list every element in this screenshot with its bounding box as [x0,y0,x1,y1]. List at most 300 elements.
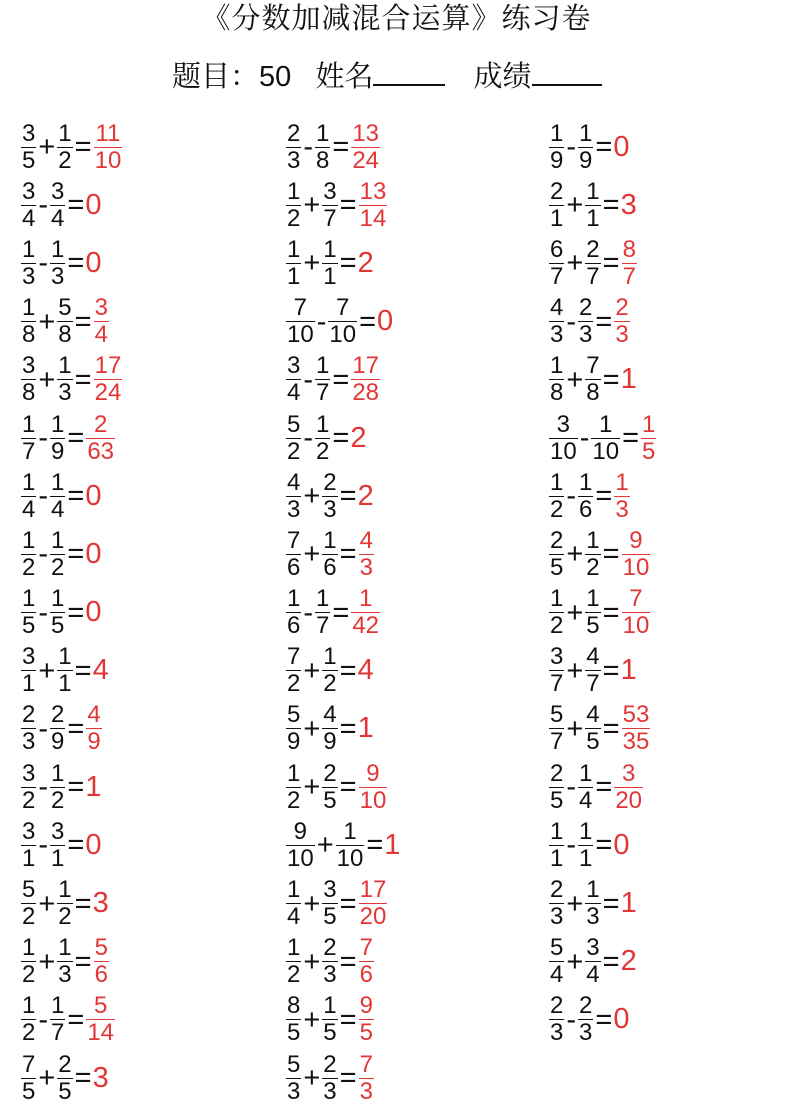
denominator: 2 [323,670,337,698]
problem-row [285,1049,400,1107]
denominator: 2 [287,204,301,232]
operator-sign: - [566,771,577,804]
fraction-operand-1 [286,1052,301,1105]
equals-sign: = [332,596,350,629]
numerator: 2 [550,177,564,205]
equals-sign: = [74,654,92,687]
problem-row [285,234,400,292]
numerator: 1 [599,410,613,438]
operator-sign: + [303,712,321,745]
operator-sign: + [566,363,584,396]
operator-sign: + [303,771,321,804]
operator-sign: + [303,887,321,920]
denominator: 24 [352,146,380,174]
operator-sign: - [38,829,49,862]
operator-sign: + [303,1003,321,1036]
problem-row [20,293,123,351]
numerator: 4 [586,701,600,729]
problem-row [285,758,400,816]
equals-sign: = [339,945,357,978]
denominator: 5 [550,786,564,814]
problem-row [285,351,400,409]
problem-row [285,700,400,758]
denominator: 6 [579,495,593,523]
fraction-operand-2 [585,353,600,406]
problem-row [285,642,400,700]
numerator: 9 [366,759,380,787]
denominator: 24 [94,379,122,407]
numerator: 7 [586,352,600,380]
numerator: 9 [293,817,308,845]
denominator: 4 [586,961,600,989]
denominator: 10 [550,437,577,465]
answer-integer: 1 [620,887,637,920]
denominator: 1 [579,844,593,872]
problem-row [20,1049,123,1107]
answer-fraction [359,179,388,232]
operator-sign: + [38,1062,56,1095]
numerator: 3 [556,410,571,438]
numerator: 1 [287,177,301,205]
fraction-operand-2 [322,935,337,988]
answer-integer: 2 [357,479,374,512]
answer-integer: 1 [620,654,637,687]
fraction-operand-1 [549,877,564,930]
equals-sign: = [602,363,620,396]
answer-integer: 1 [620,363,637,396]
answer-integer: 0 [613,828,630,861]
equals-sign: = [67,1003,85,1036]
numerator: 7 [287,526,301,554]
name-blank[interactable] [373,56,445,86]
problem-row [548,933,657,991]
numerator: 1 [51,235,65,263]
numerator: 1 [550,119,564,147]
fraction-operand-2 [322,470,337,523]
denominator: 3 [579,321,593,349]
fraction-operand-1 [549,237,564,290]
fraction-operand-2 [322,702,337,755]
fraction-operand-1 [286,702,301,755]
denominator: 1 [550,844,564,872]
numerator: 3 [622,759,636,787]
equals-sign: = [332,422,350,455]
problem-row [548,234,657,292]
denominator: 35 [622,728,650,756]
numerator: 5 [287,410,301,438]
numerator: 4 [87,701,101,729]
operator-sign: + [303,538,321,571]
numerator: 3 [51,817,65,845]
fraction-operand-2 [578,470,593,523]
denominator: 5 [51,612,65,640]
problem-row [285,933,400,991]
equals-sign: = [339,887,357,920]
fraction-operand-2 [578,121,593,174]
denominator: 2 [316,437,330,465]
denominator: 5 [586,612,600,640]
equals-sign: = [67,712,85,745]
answer-integer: 2 [620,945,637,978]
equals-sign: = [359,305,377,338]
equals-sign: = [366,829,384,862]
denominator: 2 [287,437,301,465]
numerator: 1 [22,294,36,322]
fraction-operand-1 [21,470,36,523]
operator-sign: + [38,305,56,338]
answer-fraction [622,586,651,639]
numerator: 2 [323,468,337,496]
fraction-operand-2 [585,528,600,581]
operator-sign: + [566,945,584,978]
numerator: 2 [323,1050,337,1078]
denominator: 6 [94,961,108,989]
denominator: 10 [359,786,387,814]
numerator: 1 [323,643,337,671]
denominator: 3 [550,903,564,931]
problem-row [20,176,123,234]
problem-column-3 [548,118,657,1049]
denominator: 8 [58,321,72,349]
denominator: 2 [58,903,72,931]
fraction-operand-2 [322,761,337,814]
numerator: 1 [642,410,656,438]
denominator: 2 [22,786,36,814]
numerator: 7 [629,585,643,613]
fraction-operand-2 [585,935,600,988]
denominator: 3 [550,321,564,349]
numerator: 17 [359,876,387,904]
fraction-operand-2 [50,237,65,290]
fraction-operand-2 [322,237,337,290]
problem-row [285,874,400,932]
denominator: 9 [51,728,65,756]
problem-row [285,118,400,176]
numerator: 17 [352,352,380,380]
numerator: 1 [550,468,564,496]
denominator: 3 [615,321,629,349]
denominator: 4 [550,961,564,989]
operator-sign: - [38,480,49,513]
problem-row [20,234,123,292]
equals-sign: = [74,363,92,396]
denominator: 14 [359,204,387,232]
denominator: 63 [87,437,115,465]
fraction-operand-1 [286,412,301,465]
operator-sign: + [303,480,321,513]
answer-fraction [359,877,388,930]
numerator: 1 [579,119,593,147]
numerator: 1 [51,585,65,613]
numerator: 1 [22,992,36,1020]
numerator: 7 [359,1050,373,1078]
denominator: 1 [586,204,600,232]
answer-fraction [359,993,374,1046]
denominator: 2 [287,961,301,989]
denominator: 3 [287,146,301,174]
answer-fraction [94,935,109,988]
fraction-operand-2 [57,644,72,697]
answer-integer: 0 [85,188,102,221]
numerator: 3 [22,759,36,787]
problem-row [548,118,657,176]
fraction-operand-1 [21,412,36,465]
answer-fraction [86,702,101,755]
fraction-operand-2 [336,819,365,872]
equals-sign: = [339,538,357,571]
numerator: 1 [58,643,72,671]
numerator: 2 [323,934,337,962]
equals-sign: = [622,422,640,455]
denominator: 3 [323,961,337,989]
denominator: 9 [287,728,301,756]
fraction-operand-2 [591,412,620,465]
denominator: 9 [51,437,65,465]
denominator: 3 [58,961,72,989]
fraction-operand-2 [57,295,72,348]
operator-sign: - [38,422,49,455]
answer-integer: 0 [85,246,102,279]
fraction-operand-1 [286,935,301,988]
fraction-operand-1 [286,993,301,1046]
answer-fraction [351,353,380,406]
denominator: 8 [22,321,36,349]
denominator: 7 [22,437,36,465]
answer-fraction [614,761,643,814]
answer-integer: 0 [85,537,102,570]
denominator: 10 [329,321,357,349]
fraction-operand-2 [57,935,72,988]
fraction-operand-1 [21,179,36,232]
denominator: 6 [287,553,301,581]
operator-sign: + [566,596,584,629]
denominator: 5 [323,903,337,931]
numerator: 1 [22,410,36,438]
denominator: 3 [22,262,36,290]
numerator: 1 [579,759,593,787]
fraction-operand-2 [57,353,72,406]
numerator: 3 [287,352,301,380]
numerator: 1 [58,876,72,904]
fraction-operand-2 [585,644,600,697]
denominator: 8 [550,379,564,407]
operator-sign: + [38,887,56,920]
numerator: 2 [615,294,629,322]
operator-sign: + [38,654,56,687]
denominator: 10 [287,321,314,349]
answer-fraction [94,295,109,348]
operator-sign: + [566,712,584,745]
numerator: 2 [51,701,65,729]
denominator: 8 [586,379,600,407]
problem-row [285,816,400,874]
equals-sign: = [74,887,92,920]
denominator: 7 [550,262,564,290]
answer-fraction [359,528,374,581]
fraction-operand-1 [21,761,36,814]
fraction-operand-1 [286,819,315,872]
denominator: 1 [58,670,72,698]
numerator: 2 [550,526,564,554]
problem-row [548,642,657,700]
fraction-operand-1 [21,295,36,348]
fraction-operand-1 [549,179,564,232]
numerator: 5 [94,934,108,962]
answer-integer: 2 [350,421,367,454]
answer-fraction [641,412,656,465]
denominator: 6 [359,961,373,989]
denominator: 8 [22,379,36,407]
operator-sign: + [38,363,56,396]
fraction-operand-2 [322,1052,337,1105]
problem-row [285,409,400,467]
numerator: 2 [550,992,564,1020]
fraction-operand-2 [585,179,600,232]
fraction-operand-1 [549,702,564,755]
denominator: 7 [550,670,564,698]
operator-sign: + [566,247,584,280]
numerator: 1 [579,468,593,496]
numerator: 13 [359,177,387,205]
answer-integer: 2 [357,246,374,279]
numerator: 1 [579,817,593,845]
operator-sign: - [38,538,49,571]
problem-row [285,991,400,1049]
numerator: 7 [336,294,350,322]
equals-sign: = [595,1003,613,1036]
denominator: 1 [22,844,36,872]
fraction-operand-1 [286,121,301,174]
fraction-operand-1 [549,761,564,814]
operator-sign: - [38,189,49,222]
denominator: 7 [316,612,330,640]
fraction-operand-1 [286,586,301,639]
answer-integer: 0 [85,596,102,629]
operator-sign: - [303,422,314,455]
fraction-operand-1 [286,295,315,348]
equals-sign: = [339,247,357,280]
numerator: 5 [94,992,108,1020]
fraction-operand-1 [286,179,301,232]
fraction-operand-1 [549,353,564,406]
denominator: 3 [51,262,65,290]
fraction-operand-1 [549,470,564,523]
numerator: 11 [95,119,121,147]
fraction-operand-1 [21,353,36,406]
denominator: 4 [51,204,65,232]
numerator: 1 [22,934,36,962]
fraction-operand-1 [21,993,36,1046]
fraction-operand-1 [286,877,301,930]
denominator: 20 [359,903,387,931]
answer-integer: 1 [85,770,102,803]
fraction-operand-2 [50,470,65,523]
equals-sign: = [67,538,85,571]
equals-sign: = [67,480,85,513]
numerator: 1 [58,934,72,962]
answer-fraction [94,353,123,406]
score-blank[interactable] [532,56,602,86]
denominator: 4 [579,786,593,814]
fraction-operand-1 [21,121,36,174]
operator-sign: - [303,363,314,396]
equals-sign: = [602,712,620,745]
equals-sign: = [339,654,357,687]
denominator: 9 [323,728,337,756]
denominator: 3 [22,728,36,756]
fraction-operand-2 [315,353,330,406]
fraction-operand-2 [315,121,330,174]
denominator: 5 [287,1019,301,1047]
numerator: 2 [323,759,337,787]
numerator: 6 [550,235,564,263]
problem-row [548,584,657,642]
problem-row [548,409,657,467]
numerator: 3 [94,294,108,322]
equals-sign: = [602,945,620,978]
numerator: 1 [550,585,564,613]
denominator: 4 [94,321,108,349]
denominator: 42 [352,612,380,640]
numerator: 3 [22,643,36,671]
denominator: 10 [592,437,620,465]
fraction-operand-1 [21,644,36,697]
answer-integer: 3 [620,188,637,221]
denominator: 4 [22,204,36,232]
equals-sign: = [332,131,350,164]
equals-sign: = [595,305,613,338]
numerator: 2 [94,410,108,438]
operator-sign: - [566,305,577,338]
denominator: 3 [287,1077,301,1105]
operator-sign: + [566,887,584,920]
denominator: 10 [622,612,650,640]
problem-row [548,758,657,816]
denominator: 6 [287,612,301,640]
answer-fraction [351,121,380,174]
fraction-operand-2 [50,993,65,1046]
denominator: 1 [51,844,65,872]
numerator: 3 [323,876,337,904]
answer-fraction [86,412,115,465]
fraction-operand-1 [286,470,301,523]
operator-sign: - [38,596,49,629]
answer-integer: 1 [357,712,374,745]
numerator: 1 [586,585,600,613]
equals-sign: = [339,1003,357,1036]
answer-fraction [86,993,115,1046]
numerator: 1 [51,759,65,787]
fraction-operand-1 [21,586,36,639]
numerator: 3 [550,643,564,671]
problem-column-2 [285,118,400,1107]
numerator: 5 [58,294,72,322]
problem-row [20,525,123,583]
fraction-operand-1 [549,586,564,639]
fraction-operand-2 [585,702,600,755]
denominator: 10 [94,146,122,174]
operator-sign: - [38,1003,49,1036]
equals-sign: = [67,247,85,280]
equals-sign: = [602,596,620,629]
operator-sign: - [316,305,327,338]
answer-fraction [622,528,651,581]
equals-sign: = [74,1062,92,1095]
denominator: 5 [22,612,36,640]
numerator: 2 [550,876,564,904]
numerator: 5 [22,876,36,904]
numerator: 2 [579,294,593,322]
